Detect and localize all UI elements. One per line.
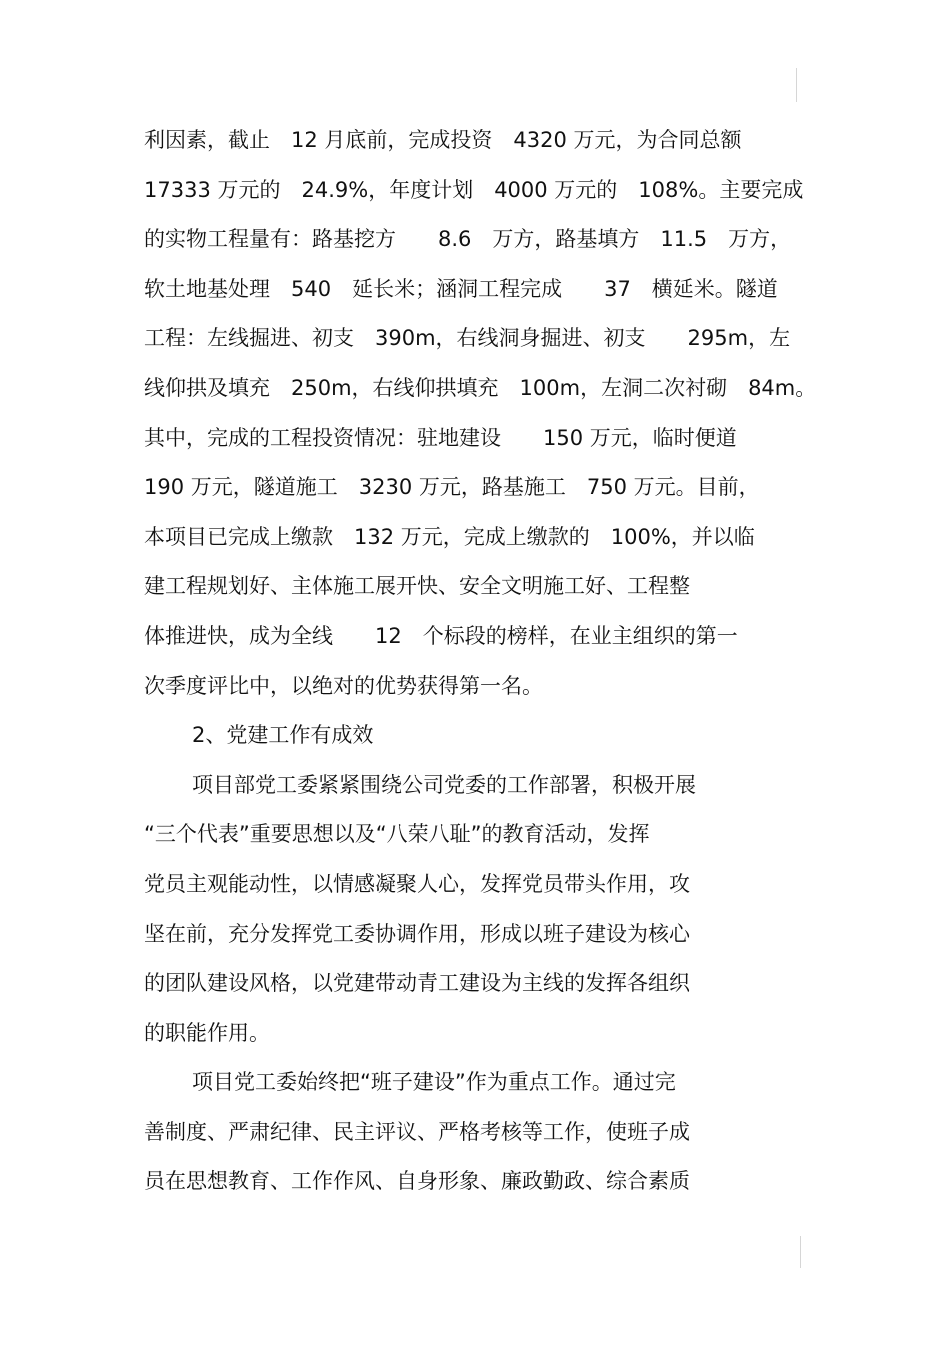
text-line: 党员主观能动性，以情感凝聚人心，发挥党员带头作用，攻: [144, 871, 690, 896]
page-corner-mark-bottom: [800, 1236, 801, 1268]
text-line: 工程：左线掘进、初支 390m，右线洞身掘进、初支 295m，左: [144, 326, 791, 351]
text-line: 善制度、严肃纪律、民主评议、严格考核等工作，使班子成: [144, 1119, 690, 1144]
paragraph-first-line: 项目党工委始终把“班子建设”作为重点工作。通过完: [192, 1070, 676, 1095]
text-line: 其中，完成的工程投资情况：驻地建设 150 万元，临时便道: [144, 425, 737, 450]
text-line: 线仰拱及填充 250m，右线仰拱填充 100m，左洞二次衬砌 84m。: [144, 375, 817, 400]
text-line: 利因素，截止 12 月底前，完成投资 4320 万元，为合同总额: [144, 128, 742, 152]
page-corner-mark-top: [796, 68, 797, 102]
text-line: 17333 万元的 24.9%，年度计划 4000 万元的 108%。主要完成: [144, 177, 804, 202]
text-line: 建工程规划好、主体施工展开快、安全文明施工好、工程整: [144, 574, 690, 599]
text-line: “三个代表”重要思想以及“八荣八耻”的教育活动，发挥: [144, 822, 650, 847]
text-line: 的团队建设风格，以党建带动青工建设为主线的发挥各组织: [144, 971, 690, 996]
text-line: 次季度评比中，以绝对的优势获得第一名。: [144, 673, 543, 698]
section-heading: 2、党建工作有成效: [192, 723, 374, 748]
text-line: 的实物工程量有：路基挖方 8.6 万方，路基填方 11.5 万方，: [144, 227, 792, 252]
text-line: 坚在前，充分发挥党工委协调作用，形成以班子建设为核心: [144, 921, 690, 946]
text-line: 体推进快，成为全线 12 个标段的榜样，在业主组织的第一: [144, 623, 738, 648]
text-line: 的职能作用。: [144, 1020, 270, 1045]
text-line: 员在思想教育、工作作风、自身形象、廉政勤政、综合素质: [144, 1169, 690, 1194]
text-line: 软土地基处理 540 延长米；涵洞工程完成 37 横延米。隧道: [144, 276, 778, 301]
paragraph-first-line: 项目部党工委紧紧围绕公司党委的工作部署，积极开展: [192, 772, 696, 797]
text-line: 本项目已完成上缴款 132 万元，完成上缴款的 100%，并以临: [144, 524, 755, 549]
body-text: [144, 116, 817, 1207]
text-line: 190 万元，隧道施工 3230 万元，路基施工 750 万元。目前，: [144, 475, 760, 500]
